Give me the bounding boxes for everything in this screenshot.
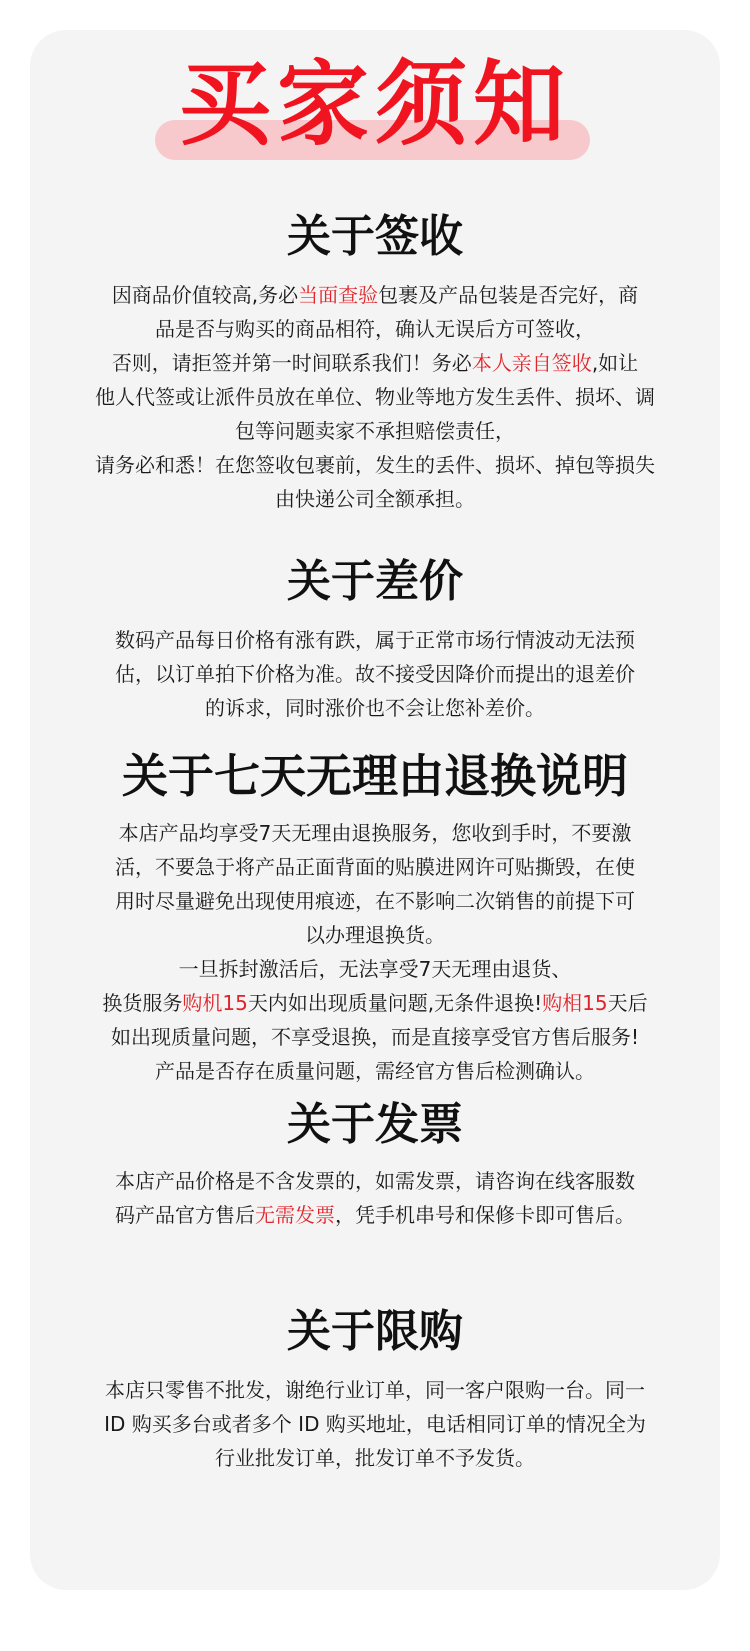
body-line bbox=[50, 312, 700, 346]
body-line: 估，以订单拍下价格为准。故不接受因降价而提出的退差价 bbox=[115, 662, 635, 686]
page-title: 买家须知 bbox=[178, 51, 571, 158]
section-invoice bbox=[50, 1098, 700, 1232]
text-segment: 如出现质量问题，不享受退换，而是直接享受官方售后服务! bbox=[110, 1025, 640, 1049]
text-segment: 请务必和悉！在您签收包裹前，发生的丢件、损坏、掉包等损失 bbox=[95, 453, 655, 477]
body-line bbox=[50, 448, 700, 482]
text-segment: ,如让 bbox=[591, 351, 639, 375]
section-return bbox=[50, 748, 700, 1088]
section-limit bbox=[50, 1305, 700, 1475]
text-segment: 因商品价值较高,务必 bbox=[111, 283, 299, 307]
body-line bbox=[50, 346, 700, 380]
section-body-price-diff bbox=[50, 623, 700, 725]
section-heading-limit: 关于限购 bbox=[287, 1306, 463, 1357]
text-segment: 以办理退换货。 bbox=[305, 923, 445, 947]
body-line bbox=[50, 1198, 700, 1232]
text-segment: 包裹及产品包装是否完好，商 bbox=[378, 283, 639, 307]
body-line bbox=[50, 952, 700, 986]
body-line bbox=[50, 986, 700, 1020]
section-body-return bbox=[50, 816, 700, 1088]
body-line: ID 购买多台或者多个 ID 购买地址，电话相同订单的情况全为 bbox=[104, 1412, 646, 1436]
body-line bbox=[50, 816, 700, 850]
body-line bbox=[50, 918, 700, 952]
title-banner bbox=[0, 50, 750, 170]
text-segment: 天内如出现质量问题,无条件退换! bbox=[247, 991, 543, 1015]
section-heading-invoice: 关于发票 bbox=[287, 1099, 463, 1150]
section-heading-signing: 关于签收 bbox=[287, 211, 463, 262]
body-line bbox=[50, 482, 700, 516]
text-segment: 由快递公司全额承担。 bbox=[275, 487, 475, 511]
text-segment: 活，不要急于将产品正面背面的贴膜进网许可贴撕毁，在使 bbox=[115, 855, 635, 879]
body-line bbox=[50, 1164, 700, 1198]
highlight-text: 无需发票 bbox=[255, 1203, 335, 1227]
text-segment: 换货服务 bbox=[102, 991, 183, 1015]
text-segment: 否则，请拒签并第一时间联系我们！务必 bbox=[111, 351, 472, 375]
body-line bbox=[50, 850, 700, 884]
highlight-text: 购机15 bbox=[182, 991, 248, 1015]
section-signing bbox=[50, 210, 700, 516]
highlight-text: 当面查验 bbox=[298, 283, 379, 307]
text-segment: 他人代签或让派件员放在单位、物业等地方发生丢件、损坏、调 bbox=[95, 385, 655, 409]
body-line: 本店只零售不批发，谢绝行业订单，同一客户限购一台。同一 bbox=[105, 1378, 645, 1402]
text-segment: 一旦拆封激活后，无法享受7天无理由退货、 bbox=[178, 957, 572, 981]
text-segment: 品是否与购买的商品相符，确认无误后方可签收， bbox=[155, 317, 595, 341]
section-body-signing bbox=[50, 278, 700, 516]
body-line bbox=[50, 884, 700, 918]
body-line bbox=[50, 1020, 700, 1054]
section-heading-price-diff: 关于差价 bbox=[287, 556, 463, 607]
text-segment: 用时尽量避免出现使用痕迹，在不影响二次销售的前提下可 bbox=[115, 889, 635, 913]
text-segment: 码产品官方售后 bbox=[115, 1203, 255, 1227]
body-line bbox=[50, 380, 700, 414]
section-heading-return: 关于七天无理由退换说明 bbox=[122, 749, 628, 803]
body-line: 的诉求，同时涨价也不会让您补差价。 bbox=[205, 696, 545, 720]
text-segment: 天后 bbox=[607, 991, 648, 1015]
text-segment: ，凭手机串号和保修卡即可售后。 bbox=[335, 1203, 635, 1227]
section-price-diff bbox=[50, 555, 700, 725]
body-line: 数码产品每日价格有涨有跌，属于正常市场行情波动无法预 bbox=[115, 628, 635, 652]
section-body-invoice bbox=[50, 1164, 700, 1232]
text-segment: 产品是否存在质量问题，需经官方售后检测确认。 bbox=[155, 1059, 595, 1083]
body-line: 行业批发订单，批发订单不予发货。 bbox=[215, 1446, 535, 1470]
text-segment: 包等问题卖家不承担赔偿责任， bbox=[235, 419, 515, 443]
highlight-text: 购相15 bbox=[542, 991, 608, 1015]
text-segment: 本店产品均享受7天无理由退换服务，您收到手时，不要激 bbox=[118, 821, 632, 845]
section-body-limit bbox=[50, 1373, 700, 1475]
body-line bbox=[50, 1054, 700, 1088]
text-segment: 本店产品价格是不含发票的，如需发票，请咨询在线客服数 bbox=[115, 1169, 635, 1193]
highlight-text: 本人亲自签收 bbox=[471, 351, 592, 375]
body-line bbox=[50, 278, 700, 312]
body-line bbox=[50, 414, 700, 448]
